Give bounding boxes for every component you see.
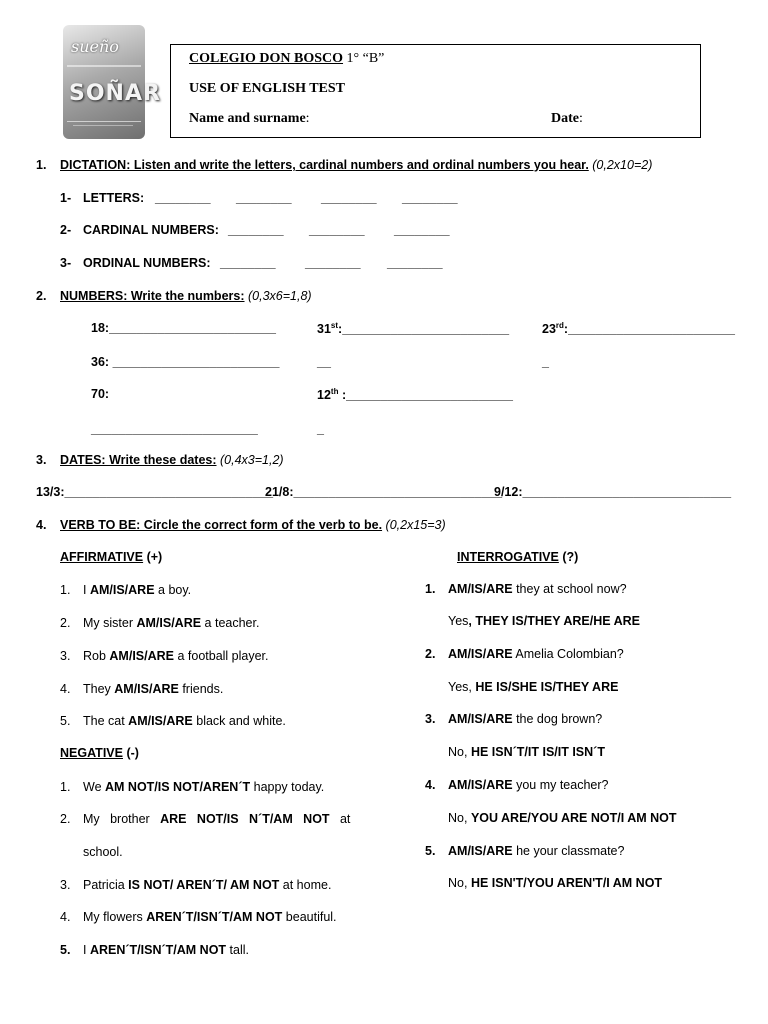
s3-label-3: 9/12: [494,485,523,499]
s2-label-12: 12 [317,388,331,403]
s2-blank-70[interactable]: ________________________ [91,422,258,436]
neg-num-5: 5. [60,943,71,957]
neg-options-4[interactable]: AREN´T/ISN´T/AM NOT [146,910,283,924]
int-num-3: 3. [425,712,436,726]
s2-item-12: 12th :________________________ [317,387,513,403]
aff-text-c-1: a boy. [154,583,192,597]
int-answer-5 [448,876,662,890]
int-answer-options-5[interactable]: HE ISN'T/YOU AREN'T/I AM NOT [470,876,663,890]
s3-label-2: 21/8: [265,485,294,499]
s3-blank-3[interactable]: ______________________________ [522,485,732,499]
int-answer-1 [448,614,640,628]
neg-text-a-4: My flowers [83,910,147,924]
s2-item-18 [91,321,276,335]
s3-blank-2[interactable]: ______________________________ [293,485,503,499]
s1-heading [60,158,652,172]
s1-row3-blank3[interactable]: ________ [387,256,443,270]
s2-blank-31[interactable]: ________________________ [342,322,510,337]
aff-text-a-2: My sister [83,616,137,630]
int-answer-options-2[interactable]: HE IS/SHE IS/THEY ARE [475,680,619,694]
aff-item-1 [83,583,191,597]
affirmative-sign: (+) [143,550,163,564]
neg-text-c-2: at [329,812,351,826]
s2-label-70: 70: [91,387,110,401]
aff-text-c-2: a teacher. [201,616,260,630]
aff-item-4 [83,682,223,696]
int-answer-4 [448,811,677,825]
int-answer-3 [448,745,605,759]
aff-text-c-5: black and white. [192,714,286,728]
s2-blank-23[interactable]: ________________________ [568,322,735,337]
s3-score: (0,4x3=1,2) [216,453,284,467]
s4-title: VERB TO BE: Circle the correct form of the verb to be. [60,518,383,532]
aff-text-c-3: a football player. [174,649,269,663]
neg-text-a-2: My brother [83,812,161,826]
int-question-5 [448,844,624,858]
int-text-3: the dog brown? [512,712,603,726]
neg-text-c-5: tall. [226,943,249,957]
neg-text-a-5: I [83,943,90,957]
s1-row1-num: 1- [60,191,72,205]
int-question-1 [448,582,627,596]
logo-text-main: SOÑAR [69,81,161,106]
affirmative-title: AFFIRMATIVE [60,550,144,564]
s1-row3-blank1[interactable]: ________ [220,256,276,270]
s2-label-31: 31 [317,322,331,337]
neg-item-4 [83,910,337,924]
int-text-1: they at school now? [512,582,627,596]
neg-item-1 [83,780,324,794]
s1-row2-blank2[interactable]: ________ [309,223,365,237]
test-title: USE OF ENGLISH TEST [189,81,346,96]
s1-row1-blank4[interactable]: ________ [402,191,458,205]
header-box [170,44,701,138]
s3-blank-1[interactable]: ______________________________ [64,485,274,499]
int-answer-options-1[interactable]: , THEY IS/THEY ARE/HE ARE [468,614,640,628]
s2-item-31: 31st:________________________ [317,321,510,337]
s2-blank-36[interactable]: ________________________ [112,355,280,369]
s2-heading [60,289,312,303]
s1-row1-blank2[interactable]: ________ [236,191,292,205]
s1-row2-label: CARDINAL NUMBERS: [83,223,219,237]
s1-row3-num: 3- [60,256,72,270]
neg-text-a-1: We [83,780,105,794]
neg-options-2[interactable]: ARE NOT/IS N´T/AM NOT [160,812,330,826]
s1-title: DICTATION: Listen and write the letters, cardinal numbers and ordinal numbers you hear. [60,158,589,172]
aff-options-3[interactable]: AM/IS/ARE [109,649,174,663]
int-answer-prefix-4: No, [448,811,471,825]
int-num-2: 2. [425,647,436,661]
neg-text-c-1: happy today. [250,780,325,794]
int-text-5: he your classmate? [512,844,625,858]
aff-options-5[interactable]: AM/IS/ARE [128,714,193,728]
s2-number: 2. [36,289,47,303]
int-answer-prefix-1: Yes [448,614,469,628]
aff-text-c-4: friends. [178,682,224,696]
name-label: Name and surname [189,111,306,126]
aff-num-2: 2. [60,616,71,630]
interrogative-sign: (?) [558,550,579,564]
grade: 1° “B” [343,51,385,66]
neg-options-5[interactable]: AREN´T/ISN´T/AM NOT [89,943,227,957]
date-field: Date: [551,111,583,126]
aff-text-a-5: The cat [83,714,129,728]
s2-short-blank-1[interactable]: __ [317,355,331,369]
s4-score: (0,2x15=3) [382,518,446,532]
s3-number: 3. [36,453,47,467]
int-answer-prefix-2: Yes, [448,680,476,694]
neg-text-a-3: Patricia [83,878,129,892]
neg-item-2 [83,812,350,826]
aff-item-2 [83,616,259,630]
int-question-4 [448,778,608,792]
s2-score: (0,3x6=1,8) [244,289,312,303]
s1-row1-blank3[interactable]: ________ [321,191,377,205]
s2-item-36 [91,355,279,369]
s2-title: NUMBERS: Write the numbers: [60,289,245,303]
neg-item-5 [83,943,249,957]
s1-row2-blank1[interactable]: ________ [228,223,284,237]
s2-blank-12[interactable]: ________________________ [346,388,513,403]
aff-num-3: 3. [60,649,71,663]
negative-title: NEGATIVE [60,746,123,760]
s3-date-1 [36,485,273,499]
school-logo [63,25,161,139]
s1-row1-label: LETTERS: [83,191,145,205]
int-options-5[interactable]: AM/IS/ARE [448,844,513,858]
aff-options-2[interactable]: AM/IS/ARE [136,616,202,630]
s1-row3-label: ORDINAL NUMBERS: [83,256,211,270]
school-line [189,51,384,67]
int-text-4: you my teacher? [512,778,609,792]
neg-num-4: 4. [60,910,71,924]
s3-label-1: 13/3: [36,485,65,499]
s2-tiny-blank-1[interactable]: _ [542,355,549,369]
neg-text-c-4: beautiful. [282,910,337,924]
s2-blank-18[interactable]: ________________________ [109,321,276,335]
s3-heading [60,453,284,467]
s3-date-2 [265,485,502,499]
int-answer-prefix-5: No, [448,876,471,890]
int-text-2: Amelia Colombian? [512,647,624,661]
aff-item-5 [83,714,286,728]
affirmative-heading [60,550,162,564]
aff-item-3 [83,649,269,663]
neg-num-1: 1. [60,780,71,794]
s2-label-36: 36: [91,355,110,369]
int-answer-options-4[interactable]: YOU ARE/YOU ARE NOT/I AM NOT [470,811,677,825]
aff-text-a-1: I [83,583,90,597]
aff-options-4[interactable]: AM/IS/ARE [114,682,179,696]
aff-options-1[interactable]: AM/IS/ARE [89,583,155,597]
s2-tiny-blank-2[interactable]: _ [317,422,324,436]
logo-text-top: sueño [71,37,119,56]
aff-num-1: 1. [60,583,71,597]
s1-row2-num: 2- [60,223,72,237]
aff-text-a-4: They [83,682,115,696]
int-options-2[interactable]: AM/IS/ARE [448,647,513,661]
int-num-4: 4. [425,778,436,792]
negative-heading [60,746,139,760]
int-question-3 [448,712,602,726]
name-field: Name and surname: [189,111,310,126]
s1-row3-blank2[interactable]: ________ [305,256,361,270]
s1-row2-blank3[interactable]: ________ [394,223,450,237]
s2-label-18: 18: [91,321,110,335]
s1-number: 1. [36,158,47,172]
int-options-4[interactable]: AM/IS/ARE [448,778,513,792]
int-question-2 [448,647,624,661]
int-num-1: 1. [425,582,436,596]
neg-item-2-cont: school. [83,845,123,859]
neg-text-c-3: at home. [279,878,332,892]
aff-text-a-3: Rob [83,649,110,663]
s4-number: 4. [36,518,47,532]
s2-sup-23: rd [555,321,564,330]
s1-score: (0,2x10=2) [588,158,653,172]
int-answer-2 [448,680,618,694]
school-name: COLEGIO DON BOSCO [189,51,344,66]
s3-title: DATES: Write these dates: [60,453,217,467]
neg-item-3 [83,878,331,892]
aff-num-4: 4. [60,682,71,696]
s4-heading [60,518,446,532]
int-options-3[interactable]: AM/IS/ARE [448,712,513,726]
aff-num-5: 5. [60,714,71,728]
neg-options-1[interactable]: AM NOT/IS NOT/AREN´T [105,780,251,794]
neg-num-3: 3. [60,878,71,892]
s3-date-3 [494,485,731,499]
neg-options-3[interactable]: IS NOT/ AREN´T/ AM NOT [128,878,280,892]
s2-sup-12: th [330,387,339,396]
date-label: Date [551,111,579,126]
s2-item-23: 23rd:________________________ [542,321,735,337]
interrogative-heading [457,550,578,564]
int-options-1[interactable]: AM/IS/ARE [448,582,513,596]
interrogative-title: INTERROGATIVE [457,550,559,564]
neg-num-2: 2. [60,812,71,826]
negative-sign: (-) [122,746,139,760]
int-answer-options-3[interactable]: HE ISN´T/IT IS/IT ISN´T [470,745,605,759]
int-answer-prefix-3: No, [448,745,471,759]
int-num-5: 5. [425,844,436,858]
s2-sup-31: st [330,321,339,330]
s1-row1-blank1[interactable]: ________ [155,191,211,205]
s2-label-23: 23 [542,322,556,337]
